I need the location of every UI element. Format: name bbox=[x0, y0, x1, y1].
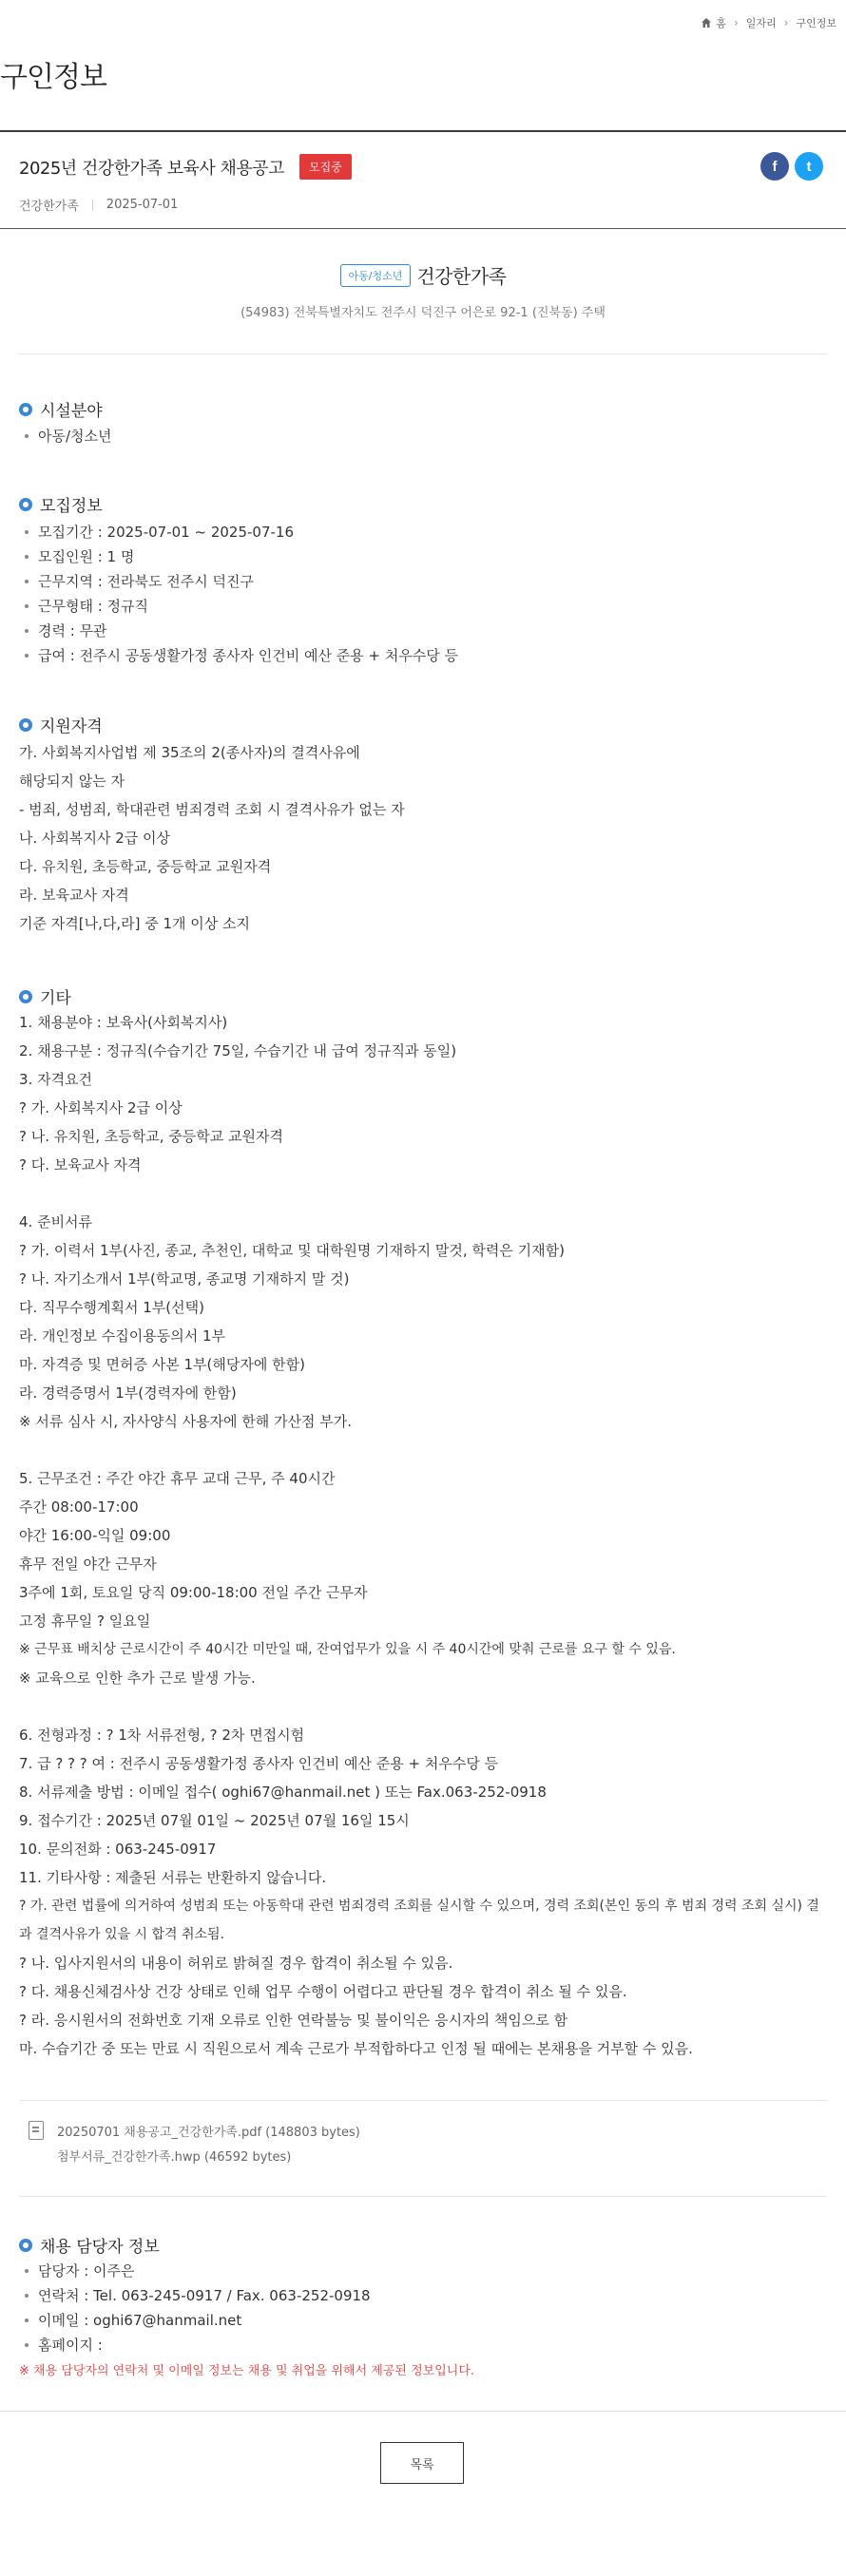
list-item-manager: 담당자 : 이주은 bbox=[21, 2259, 371, 2283]
text-line: 고정 휴무일 ? 일요일 bbox=[19, 1612, 151, 1630]
attachment-link[interactable]: 20250701 채용공고_건강한가족.pdf (148803 bytes) bbox=[57, 2126, 360, 2140]
text-line: 마. 자격증 및 면허증 사본 1부(해당자에 한함) bbox=[19, 1356, 305, 1373]
text-line: 7. 급 ? ? ? 여 : 전주시 공동생활가정 종사자 인건비 예산 준용 + 처우수당 등 bbox=[19, 1755, 499, 1772]
attachments bbox=[29, 2121, 360, 2170]
breadcrumb-job-listings[interactable]: 구인정보 bbox=[796, 17, 836, 29]
home-icon[interactable] bbox=[701, 17, 712, 29]
text-line: ※ 근무표 배치상 근로시간이 주 40시간 미만일 때, 잔여업무가 있을 시 주 40시간에 맞춰 근로를 요구 할 수 있음. bbox=[19, 1642, 676, 1657]
list-item-salary: 급여 : 전주시 공동생활가정 종사자 인건비 예산 준용 + 처우수당 등 bbox=[21, 643, 458, 668]
divider bbox=[19, 353, 827, 354]
text-line: ? 나. 입사지원서의 내용이 허위로 밝혀질 경우 합격이 취소될 수 있음. bbox=[19, 1955, 453, 1972]
spacer bbox=[19, 1436, 827, 1464]
file-icon bbox=[29, 2121, 44, 2140]
chevron-right-icon: › bbox=[733, 16, 739, 29]
category-tag: 아동/청소년 bbox=[340, 264, 412, 287]
spacer bbox=[19, 1692, 827, 1721]
text-line: ? 다. 보육교사 자격 bbox=[19, 1156, 142, 1174]
text-line: 휴무 전일 야간 근무자 bbox=[19, 1555, 157, 1573]
spacer bbox=[19, 1179, 827, 1208]
text-line: 라. 경력증명서 1부(경력자에 한함) bbox=[19, 1384, 237, 1402]
text-line: 기준 자격[나,다,라] 중 1개 이상 소지 bbox=[19, 915, 250, 932]
status-badge: 모집중 bbox=[299, 154, 352, 180]
section-title: 채용 담당자 정보 bbox=[40, 2238, 160, 2257]
text-line: ※ 서류 심사 시, 자사양식 사용자에 한해 가산점 부가. bbox=[19, 1413, 353, 1430]
text-line: ? 라. 응시원서의 전화번호 기재 오류로 인한 연락불능 및 불이익은 응시자의 책임으로 함 bbox=[19, 2012, 568, 2029]
list-item-homepage: 홈페이지 : bbox=[21, 2333, 371, 2357]
section-facility-heading bbox=[19, 397, 103, 421]
section-bullet-icon bbox=[19, 718, 32, 732]
text-line: 1. 채용분야 : 보육사(사회복지사) bbox=[19, 1014, 228, 1031]
text-line: 11. 기타사항 : 제출된 서류는 반환하지 않습니다. bbox=[19, 1869, 327, 1886]
text-line: 마. 수습기간 중 또는 만료 시 직원으로서 계속 근로가 부적합하다고 인정 될 때에는 본채용을 거부할 수 있음. bbox=[19, 2040, 693, 2057]
section-bullet-icon bbox=[19, 2239, 32, 2252]
section-contact-heading bbox=[19, 2233, 160, 2257]
text-line: 주간 08:00-17:00 bbox=[19, 1498, 139, 1516]
qualification-text bbox=[19, 738, 827, 938]
facility-list bbox=[21, 424, 112, 448]
text-line: 8. 서류제출 방법 : 이메일 접수( oghi67@hanmail.net ) 또는 Fax.063-252-0918 bbox=[19, 1784, 547, 1801]
text-line: ? 가. 이력서 1부(사진, 종교, 추천인, 대학교 및 대학원명 기재하지 말것, 학력은 기재함) bbox=[19, 1242, 565, 1259]
list-button[interactable]: 목록 bbox=[380, 2442, 464, 2484]
facebook-share-icon[interactable]: f bbox=[760, 152, 789, 181]
text-line: ? 나. 유치원, 초등학교, 중등학교 교원자격 bbox=[19, 1128, 283, 1145]
post-title-row bbox=[19, 154, 352, 180]
text-line: ? 다. 채용신체검사상 건강 상태로 인해 업무 수행이 어렵다고 판단될 경우 합격이 취소 될 수 있음. bbox=[19, 1983, 627, 2000]
etc-text bbox=[19, 1008, 827, 2063]
section-title: 모집정보 bbox=[40, 497, 103, 516]
text-line: 2. 채용구분 : 정규직(수습기간 75일, 수습기간 내 급여 정규직과 동일) bbox=[19, 1042, 457, 1059]
text-line: ? 가. 관련 법률에 의거하여 성범죄 또는 아동학대 관련 범죄경력 조회를 실시할 수 있으며, 경력 조회(본인 동의 후 범죄 경력 조회 실시) 결과 결격사유가 있을 시 합격 취소됨. bbox=[19, 1899, 819, 1942]
text-line: 라. 보육교사 자격 bbox=[19, 887, 129, 904]
org-name: 건강한가족 bbox=[416, 265, 507, 288]
post-meta bbox=[19, 196, 178, 214]
divider bbox=[0, 130, 846, 132]
text-line: 4. 준비서류 bbox=[19, 1213, 93, 1231]
contact-note: ※ 채용 담당자의 연락처 및 이메일 정보는 채용 및 취업을 위해서 제공된 정보입니다. bbox=[19, 2364, 475, 2378]
section-title: 시설분야 bbox=[40, 402, 103, 421]
breadcrumb bbox=[701, 15, 836, 30]
list-item-period: 모집기간 : 2025-07-01 ~ 2025-07-16 bbox=[21, 520, 458, 544]
text-line: ※ 교육으로 인한 추가 근로 발생 가능. bbox=[19, 1670, 256, 1687]
list-item-phone: 연락처 : Tel. 063-245-0917 / Fax. 063-252-0918 bbox=[21, 2283, 371, 2308]
org-address: (54983) 전북특별자치도 전주시 덕진구 어은로 92-1 (진북동) 주택 bbox=[240, 306, 606, 320]
text-line: 나. 사회복지사 2급 이상 bbox=[19, 830, 171, 847]
text-line: ? 가. 사회복지사 2급 이상 bbox=[19, 1099, 183, 1116]
post-date: 2025-07-01 bbox=[106, 198, 179, 212]
text-line: 5. 근무조건 : 주간 야간 휴무 교대 근무, 주 40시간 bbox=[19, 1470, 336, 1487]
divider bbox=[0, 2411, 846, 2412]
post-title: 2025년 건강한가족 보육사 채용공고 bbox=[19, 158, 285, 179]
text-line: 9. 접수기간 : 2025년 07월 01일 ~ 2025년 07월 16일 15시 bbox=[19, 1812, 410, 1829]
divider bbox=[19, 2100, 827, 2101]
section-title: 기타 bbox=[40, 989, 71, 1008]
attachment-link[interactable]: 첨부서류_건강한가족.hwp (46592 bytes) bbox=[57, 2150, 292, 2165]
contact-list bbox=[21, 2259, 371, 2357]
post-header bbox=[0, 133, 846, 228]
breadcrumb-jobs[interactable]: 일자리 bbox=[745, 17, 777, 29]
post-org: 건강한가족 bbox=[19, 200, 79, 214]
breadcrumb-home[interactable]: 홈 bbox=[716, 17, 726, 29]
section-qualification-heading bbox=[19, 713, 103, 736]
section-title: 지원자격 bbox=[40, 717, 103, 736]
org-info bbox=[0, 261, 846, 320]
page-title: 구인정보 bbox=[0, 61, 106, 94]
section-bullet-icon bbox=[19, 403, 32, 416]
section-etc-heading bbox=[19, 984, 71, 1008]
divider bbox=[0, 228, 846, 229]
text-line: 라. 개인정보 수집이용동의서 1부 bbox=[19, 1327, 225, 1345]
section-bullet-icon bbox=[19, 498, 32, 511]
list-item: 아동/청소년 bbox=[21, 424, 112, 448]
text-line: 10. 문의전화 : 063-245-0917 bbox=[19, 1841, 217, 1858]
text-line: 해당되지 않는 자 bbox=[19, 773, 125, 790]
text-line: 다. 유치원, 초등학교, 중등학교 교원자격 bbox=[19, 858, 272, 875]
text-line: 가. 사회복지사업법 제 35조의 2(종사자)의 결격사유에 bbox=[19, 744, 360, 761]
recruit-list bbox=[21, 520, 458, 668]
divider bbox=[92, 200, 93, 211]
text-line: - 범죄, 성범죄, 학대관련 범죄경력 조회 시 결격사유가 없는 자 bbox=[19, 801, 405, 818]
text-line: 다. 직무수행계획서 1부(선택) bbox=[19, 1299, 204, 1316]
text-line: 3주에 1회, 토요일 당직 09:00-18:00 전일 주간 근무자 bbox=[19, 1584, 368, 1601]
list-item-career: 경력 : 무관 bbox=[21, 619, 458, 643]
list-item-location: 근무지역 : 전라북도 전주시 덕진구 bbox=[21, 569, 458, 594]
divider bbox=[19, 2196, 827, 2197]
share-buttons bbox=[760, 152, 823, 181]
text-line: ? 나. 자기소개서 1부(학교명, 종교명 기재하지 말 것) bbox=[19, 1270, 350, 1288]
section-bullet-icon bbox=[19, 990, 32, 1003]
list-item-email: 이메일 : oghi67@hanmail.net bbox=[21, 2308, 371, 2333]
list-item-type: 근무형태 : 정규직 bbox=[21, 594, 458, 619]
text-line: 6. 전형과정 : ? 1차 서류전형, ? 2차 면접시험 bbox=[19, 1727, 305, 1744]
chevron-right-icon: › bbox=[783, 16, 789, 29]
twitter-share-icon[interactable]: t bbox=[795, 152, 823, 181]
text-line: 야간 16:00-익일 09:00 bbox=[19, 1527, 171, 1544]
list-item-headcount: 모집인원 : 1 명 bbox=[21, 544, 458, 569]
section-recruit-heading bbox=[19, 492, 103, 516]
text-line: 3. 자격요건 bbox=[19, 1071, 93, 1088]
